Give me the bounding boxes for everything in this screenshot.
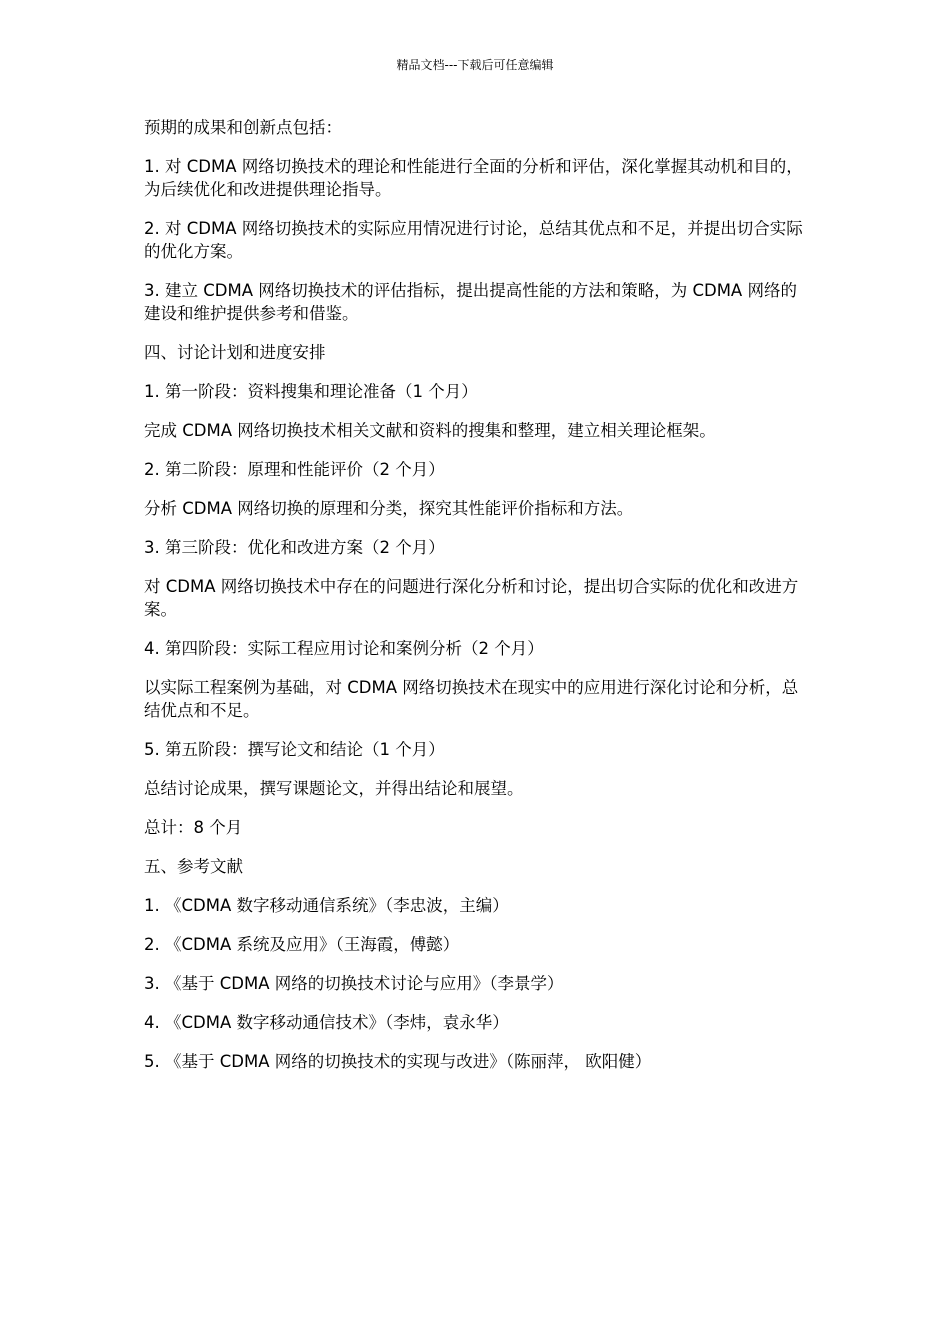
- section-heading-references: 五、参考文献: [144, 857, 243, 876]
- schedule-phase-title: 4. 第四阶段：实际工程应用讨论和案例分析（2 个月）: [144, 639, 544, 658]
- reference-item: 5. 《基于 CDMA 网络的切换技术的实现与改进》（陈丽萍， 欧阳健）: [144, 1052, 652, 1071]
- expected-result-item: 3. 建立 CDMA 网络切换技术的评估指标，提出提高性能的方法和策略，为 CDMA 网络的建设和维护提供参考和借鉴。: [144, 281, 797, 323]
- reference-item: 4. 《CDMA 数字移动通信技术》（李炜，袁永华）: [144, 1013, 509, 1032]
- page-header: 精品文档---下载后可任意编辑: [396, 58, 554, 72]
- schedule-phase-description: 对 CDMA 网络切换技术中存在的问题进行深化分析和讨论，提出切合实际的优化和改进方案。: [144, 577, 799, 619]
- expected-results-intro: 预期的成果和创新点包括：: [144, 118, 342, 137]
- schedule-phase-title: 3. 第三阶段：优化和改进方案（2 个月）: [144, 538, 445, 557]
- expected-result-item: 2. 对 CDMA 网络切换技术的实际应用情况进行讨论，总结其优点和不足，并提出切合实际的优化方案。: [144, 219, 803, 261]
- schedule-phase-description: 总结讨论成果，撰写课题论文，并得出结论和展望。: [144, 779, 524, 798]
- document-body: [144, 116, 812, 1089]
- schedule-phase-description: 分析 CDMA 网络切换的原理和分类，探究其性能评价指标和方法。: [144, 499, 634, 518]
- expected-result-item: 1. 对 CDMA 网络切换技术的理论和性能进行全面的分析和评估，深化掌握其动机和目的，为后续优化和改进提供理论指导。: [144, 157, 803, 199]
- schedule-phase-description: 以实际工程案例为基础，对 CDMA 网络切换技术在现实中的应用进行深化讨论和分析，总结优点和不足。: [144, 678, 799, 720]
- schedule-phase-title: 1. 第一阶段：资料搜集和理论准备（1 个月）: [144, 382, 478, 401]
- section-heading-schedule: 四、讨论计划和进度安排: [144, 343, 326, 362]
- reference-item: 3. 《基于 CDMA 网络的切换技术讨论与应用》（李景学）: [144, 974, 564, 993]
- schedule-phase-title: 2. 第二阶段：原理和性能评价（2 个月）: [144, 460, 445, 479]
- reference-item: 1. 《CDMA 数字移动通信系统》（李忠波，主编）: [144, 896, 509, 915]
- schedule-total: 总计：8 个月: [144, 818, 243, 837]
- reference-item: 2. 《CDMA 系统及应用》（王海霞，傅懿）: [144, 935, 460, 954]
- schedule-phase-description: 完成 CDMA 网络切换技术相关文献和资料的搜集和整理，建立相关理论框架。: [144, 421, 716, 440]
- schedule-phase-title: 5. 第五阶段：撰写论文和结论（1 个月）: [144, 740, 445, 759]
